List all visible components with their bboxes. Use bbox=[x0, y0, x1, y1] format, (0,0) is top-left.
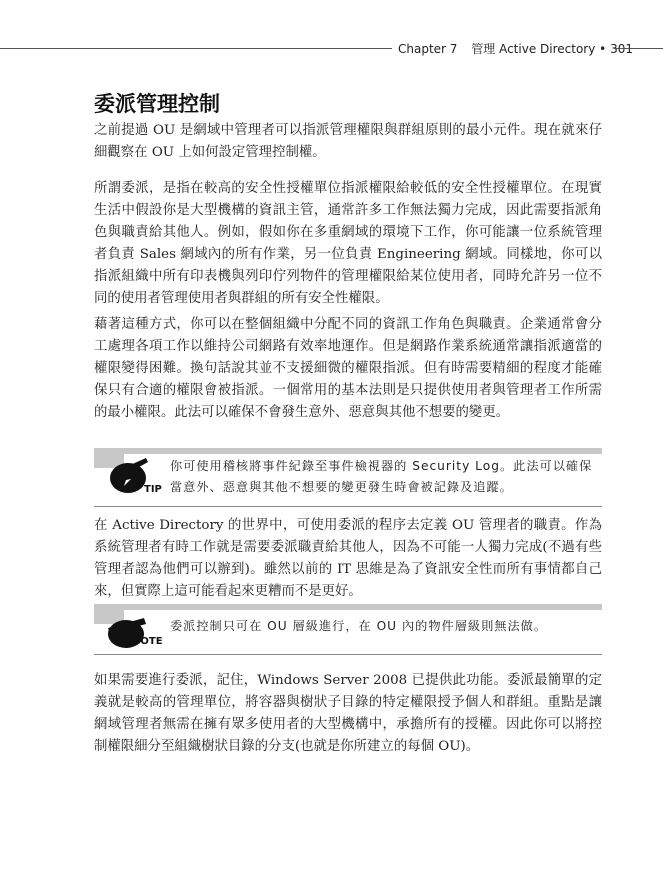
paragraph-roles: 藉著這種方式，你可以在整個組織中分配不同的資訊工作角色與職責。企業通常會分工處理各項工作以維持公司網路有效率地運作。但是網路作業系統通常讓指派適當的權限變得困難。換句話說其並不支援細微的權限指派。但有時需要精細的程度才能確保只有合適的權限會被指派。一個常用的基本法則是只提供使用者與管理者工作所需的最小權限。此法可以確保不會發生意外、惡意與其他不想要的變更。 bbox=[94, 317, 602, 420]
paragraph-active-directory: 在 Active Directory 的世界中，可使用委派的程序去定義 OU 管理者的職責。作為系統管理者有時工作就是需要委派職責給其他人，因為不可能一人獨力完成(不過有些管理者認為他們可以辦到)。雖然以前的 IT 思維是為了資訊安全性而所有事情都自己來，但實際上這可能看起來更糟而不是更好。 bbox=[94, 518, 602, 599]
page-header bbox=[0, 38, 663, 58]
note-icon-label: NOTE bbox=[132, 636, 163, 647]
tip-icon-label: TIP bbox=[144, 484, 162, 495]
header-rule-right bbox=[614, 48, 663, 49]
note-top-bar bbox=[94, 604, 602, 610]
paragraph-windows-server: 如果需要進行委派，記住，Windows Server 2008 已提供此功能。委派最簡單的定義就是較高的管理單位，將容器與樹狀子目錄的特定權限授予個人和群組。重點是讓網域管理者無需在擁有眾多使用者的大型機構中，承擔所有的授權。因此你可以將控制權限細分至組織樹狀目錄的分支(也就是你所建立的每個 OU)。 bbox=[94, 673, 602, 754]
paragraph-delegation-definition: 所謂委派，是指在較高的安全性授權單位指派權限給較低的安全性授權單位。在現實生活中假設你是大型機構的資訊主管，通常許多工作無法獨力完成，因此需要指派角色與職責給其他人。例如，假如你在多重網域的環境下工作，你可能讓一位系統管理者負責 Sales 網域內的所有作業，另一位負責 Engineering 網域。同樣地，你可以指派組織中所有印表機與列印佇列物件的管理權限給某位使用者，同時允許另一位不同的使用者管理使用者與群組的所有安全性權限。 bbox=[94, 181, 602, 306]
note-icon bbox=[100, 612, 162, 654]
tip-text: 你可使用稽核將事件紀錄至事件檢視器的 Security Log。此法可以確保當意外、惡意與其他不想要的變更發生時會被記錄及追蹤。 bbox=[170, 459, 593, 494]
tip-icon bbox=[100, 456, 160, 500]
note-text: 委派控制只可在 OU 層級進行，在 OU 內的物件層級則無法做。 bbox=[170, 619, 548, 633]
header-text bbox=[398, 40, 633, 57]
page-number: 301 bbox=[610, 42, 633, 56]
section-title: 委派管理控制 bbox=[94, 92, 220, 116]
note-bottom-rule bbox=[94, 654, 602, 655]
tip-callout bbox=[94, 448, 602, 508]
tip-top-bar bbox=[94, 448, 602, 454]
chapter-title: 管理 Active Directory bbox=[471, 42, 596, 56]
header-rule-left bbox=[0, 48, 392, 49]
chapter-label: Chapter 7 bbox=[398, 42, 458, 56]
tip-bottom-rule bbox=[94, 506, 602, 507]
header-bullet: • bbox=[599, 42, 607, 56]
paragraph-intro: 之前提過 OU 是網域中管理者可以指派管理權限與群組原則的最小元件。現在就來仔細觀察在 OU 上如何設定管理控制權。 bbox=[94, 123, 602, 160]
note-callout bbox=[94, 604, 602, 656]
